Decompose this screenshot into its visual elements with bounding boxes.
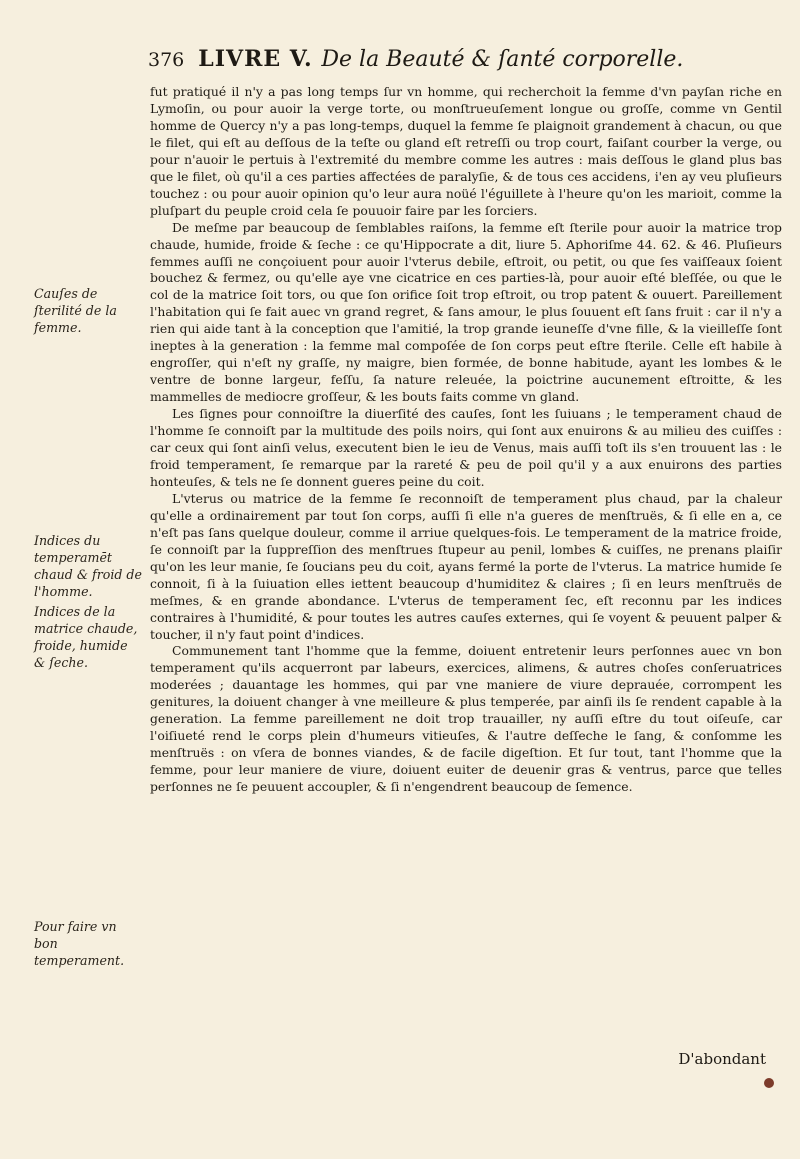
paragraph-good-temperament: Communement tant l'homme que la femme, doiuent entretenir leurs perſonnes auec vn bon temperament qu'ils acquerront par labeurs, exercices, alimens, & autres choſes conſeruatrices moderées ; dauantage les hommes, qui par vne maniere de viure deprauée, corrompent les genitures, la doiuent changer à vne meilleure & plus temperée, par ainſi ils ſe rendent capable à la generation. La femme pareillement ne doit trop trauailler, ny auſſi eſtre du tout oiſeuſe, car l'oiſiueté rend le corps plein d'humeurs vitieuſes, & l'autre deſſeche le ſang, & conſomme les menſtruës : on vſera de bonnes viandes, & de facile digeſtion. Et ſur tout, tant l'homme que la femme, pour leur maniere de viure, doiuent euiter de deuenir gras & ventrus, parce que telles perſonnes ne ſe peuuent accoupler, & ſi n'engendrent beaucoup de ſemence.	[150, 643, 782, 795]
running-title-subject: De la Beauté & ſanté corporelle.	[321, 47, 684, 72]
paragraph-impotence-causes: fut pratiqué il n'y a pas long temps ſur vn homme, qui recherchoit la femme d'vn payſan riche en Lymoſin, ou pour auoir la verge torte, ou monſtrueuſement longue ou groſſe, comme vn Gentil homme de Quercy n'y a pas long-temps, duquel la femme ſe plaignoit grandement à chacun, ou que le filet, qui eſt au deſſous de la teſte ou gland eſt retreſſi ou trop court, faiſant courber la verge, ou pour n'auoir le pertuis à l'extremité du membre comme les autres : mais deſſous le gland plus bas que le filet, où qu'il a ces parties affectées de paralyſie, & de tous ces accidens, i'en ay veu pluſieurs touchez : ou pour auoir opinion qu'o leur aura noüé l'éguillete à l'heure qu'on les marioit, comme la pluſpart du peuple croid cela ſe pouuoir faire par les ſorciers.	[150, 84, 782, 218]
paragraph-temperament-signs: Les ſignes pour connoiſtre la diuerſité des cauſes, ſont les ſuiuans ; le temperament chaud de l'homme ſe connoiſt par la multitude des poils noirs, qui ſont aux enuirons & au milieu des cuiſſes : car ceux qui ſont ainſi velus, executent bien le ieu de Venus, mais auſſi toſt ils s'en trouuent las : le froid temperament, ſe remarque par la rareté & peu de poil qu'il y a aux enuirons des parties honteuſes, & tels ne ſe donnent gueres peine du coit.	[150, 406, 782, 489]
page-number: 376	[148, 49, 185, 71]
catchword: D'abondant	[678, 1050, 766, 1068]
body-text	[150, 84, 782, 796]
margin-note-temperament-indices: Indices du temperamēt chaud & froid de l'homme.	[34, 533, 142, 599]
page-header	[148, 46, 768, 82]
running-title	[198, 46, 683, 72]
stain-mark	[764, 1078, 774, 1088]
paragraph-uterus-temperament: L'vterus ou matrice de la femme ſe reconnoiſt de temperament plus chaud, par la chaleur qu'elle a ordinairement par tout ſon corps, auſſi ſi elle n'a gueres de menſtruës, & ſi elle en a, ce n'eſt pas ſans quelque douleur, comme il arriue quelques-fois. Le temperament de la matrice froide, ſe connoiſt par la ſuppreſſion des menſtrues ſtupeur au penil, lombes & cuiſſes, ne prenans plaiſir qu'on les leur manie, ſe ſoucians peu du coit, ayans fermé la porte de l'vterus. La matrice humide ſe connoit, ſi à la ſuiuation elles iettent beaucoup d'humiditez & claires ; ſi en leurs menſtruës de meſmes, & en grande abondance. L'vterus de temperament ſec, eſt reconnu par les indices contraires à l'humidité, & pour toutes les autres cauſes externes, qui ſe voyent & peuuent palper & toucher, il n'y faut point d'indices.	[150, 490, 782, 642]
margin-note-sterility-causes: Cauſes de ſterilité de la femme.	[34, 286, 117, 335]
paragraph-female-sterility: De meſme par beaucoup de ſemblables raiſons, la femme eſt ſterile pour auoir la matrice trop chaude, humide, froide & ſeche : ce qu'Hippocrate a dit, liure 5. Aphoriſme 44. 62. & 46. Pluſieurs femmes auſſi ne conçoiuent pour auoir l'vterus debile, eſtroit, ou petit, ou que ſes vaiſſeaux ſoient bouchez & fermez, ou qu'elle aye vne cicatrice en ces parties-là, pour auoir eſté bleſſée, ou que le col de la matrice ſoit tors, ou que ſon orifice ſoit trop eſtroit, ou trop patent & ouuert. Pareillement l'habitation qui ſe fait auec vn grand regret, & ſans amour, le plus ſouuent eſt ſans fruit : car il n'y a rien qui aide tant à la conception que l'amitié, la trop grande ieuneſſe d'vne fille, & la vieilleſſe ſont ineptes à la generation : la femme mal compoſée de ſon corps peut eſtre ſterile. Celle eſt habile à engroſſer, qui n'eſt ny graſſe, ny maigre, bien formée, de bonne habitude, ayant les lombes & le ventre de bonne largeur, feſſu, ſa nature releuée, la poictrine aucunement eſtroitte, & les mammelles de mediocre groſſeur, & les bouts faits comme vn gland.	[150, 219, 782, 405]
margin-note-matrix-indices: Indices de la matrice chaude, froide, humide & ſeche.	[34, 604, 138, 670]
margin-note-good-temperament: Pour faire vn bon temperament.	[34, 919, 125, 968]
running-title-book: LIVRE V.	[198, 46, 313, 72]
